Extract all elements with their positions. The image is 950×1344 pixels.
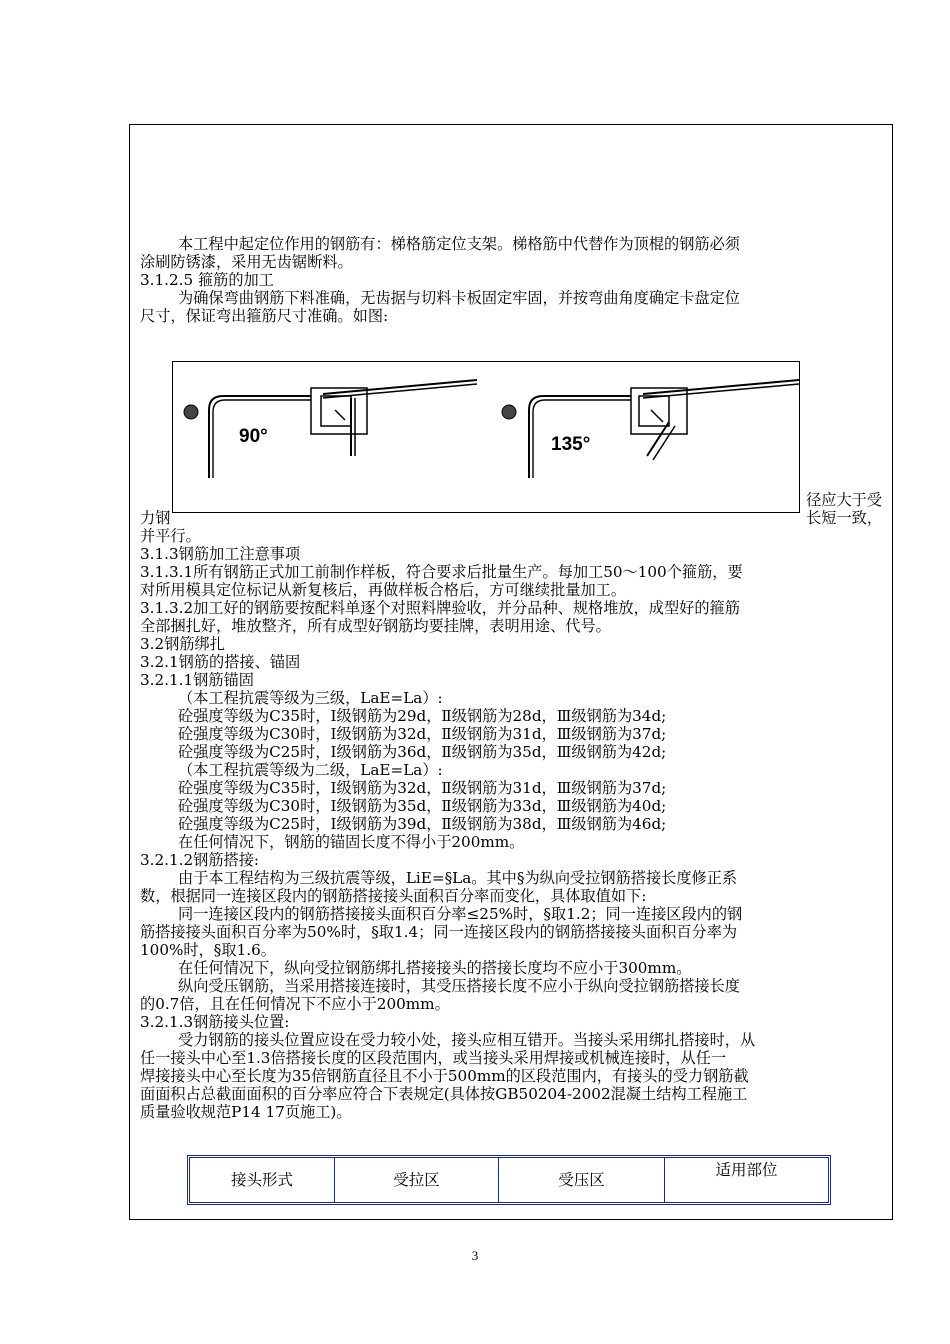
- anchor-line: 砼强度等级为C35时，Ⅰ级钢筋为29d，Ⅱ级钢筋为28d，Ⅲ级钢筋为34d;: [178, 707, 667, 725]
- anchor-line: 砼强度等级为C25时，Ⅰ级钢筋为36d，Ⅱ级钢筋为35d，Ⅲ级钢筋为42d;: [178, 743, 667, 761]
- section-heading: 3.2.1.2钢筋搭接:: [140, 851, 260, 869]
- body-text: [140, 235, 884, 325]
- anchor-line: 砼强度等级为C30时，Ⅰ级钢筋为35d，Ⅱ级钢筋为33d，Ⅲ级钢筋为40d;: [178, 797, 667, 815]
- bend-90-drawing: [184, 380, 477, 478]
- joint-table-header: [187, 1155, 831, 1205]
- table-header-cell: 接头形式: [190, 1158, 335, 1202]
- paragraph-line: 受力钢筋的接头位置应设在受力较小处，接头应相互错开。当接头采用绑扎搭接时，从: [178, 1031, 756, 1049]
- body-text-continued: [140, 527, 884, 1121]
- label-135-degree: 135°: [551, 434, 591, 455]
- paragraph-line: 并平行。: [140, 527, 201, 545]
- paragraph-line: 对所用模具定位标记从新复核后，再做样板合格后，方可继续批量加工。: [140, 581, 626, 599]
- section-heading: 3.2钢筋绑扎: [140, 635, 225, 653]
- anchor-line: 在任何情况下，钢筋的锚固长度不得小于200mm。: [178, 833, 525, 851]
- bend-135-drawing: [502, 380, 799, 478]
- paragraph-line: 3.1.3.1所有钢筋正式加工前制作样板，符合要求后批量生产。每加工50～100个箍筋，要: [140, 563, 743, 581]
- paragraph-line: 纵向受压钢筋，当采用搭接连接时，其受压搭接长度不应小于纵向受拉钢筋搭接长度: [178, 977, 740, 995]
- page-number: 3: [471, 1248, 479, 1263]
- section-heading: 3.2.1.1钢筋锚固: [140, 671, 254, 689]
- paragraph-line: 全部捆扎好，堆放整齐，所有成型好钢筋均要挂牌，表明用途、代号。: [140, 617, 611, 635]
- occluded-fragment: 力钢: [140, 509, 171, 527]
- table-header-cell: 受拉区: [335, 1158, 499, 1202]
- anchor-line: 砼强度等级为C25时，Ⅰ级钢筋为39d，Ⅱ级钢筋为38d，Ⅲ级钢筋为46d;: [178, 815, 667, 833]
- stirrup-bending-figure: [172, 361, 800, 513]
- section-heading: 3.1.3钢筋加工注意事项: [140, 545, 301, 563]
- paragraph-line: 数，根据同一连接区段内的钢筋搭接接头面积百分率而变化，具体取值如下:: [140, 887, 647, 905]
- paragraph-line: 100%时，§取1.6。: [140, 941, 276, 959]
- document-frame: [129, 124, 893, 1220]
- occluded-fragment: 径应大于受: [806, 491, 882, 509]
- paragraph-line: 焊接接头中心至长度为35倍钢筋直径且不小于500mm的区段范围内，有接头的受力钢筋截: [140, 1067, 749, 1085]
- paragraph-line: 本工程中起定位作用的钢筋有：梯格筋定位支架。梯格筋中代替作为顶棍的钢筋必须: [178, 235, 740, 253]
- paragraph-line: 的0.7倍，且在任何情况下不应小于200mm。: [140, 995, 450, 1013]
- anchor-line: 砼强度等级为C35时，Ⅰ级钢筋为32d，Ⅱ级钢筋为31d，Ⅲ级钢筋为37d;: [178, 779, 667, 797]
- paragraph-line: 面面积占总截面面积的百分率应符合下表规定(具体按GB50204-2002混凝土结构工程施工: [140, 1085, 748, 1103]
- paragraph-line: 在任何情况下，纵向受拉钢筋绑扎搭接接头的搭接长度均不应小于300mm。: [178, 959, 692, 977]
- paragraph-line: 筋搭接接头面积百分率为50%时，§取1.4；同一连接区段内的钢筋搭接接头面积百分率为: [140, 923, 738, 941]
- occluded-fragment: 长短一致，: [806, 509, 882, 527]
- paragraph-line: 3.1.3.2加工好的钢筋要按配料单逐个对照料牌验收，并分品种、规格堆放，成型好的箍筋: [140, 599, 740, 617]
- section-heading: 3.1.2.5 箍筋的加工: [140, 271, 274, 289]
- paragraph-line: 为确保弯曲钢筋下料准确，无齿据与切料卡板固定牢固，并按弯曲角度确定卡盘定位: [178, 289, 740, 307]
- section-heading: 3.2.1钢筋的搭接、锚固: [140, 653, 301, 671]
- anchor-line: （本工程抗震等级为三级，LaE=La）:: [178, 689, 443, 707]
- anchor-line: 砼强度等级为C30时，Ⅰ级钢筋为32d，Ⅱ级钢筋为31d，Ⅲ级钢筋为37d;: [178, 725, 667, 743]
- paragraph-line: 由于本工程结构为三级抗震等级，LiE=§La。其中§为纵向受拉钢筋搭接长度修正系: [178, 869, 738, 887]
- table-header-cell: 受压区: [499, 1158, 665, 1202]
- paragraph-line: 同一连接区段内的钢筋搭接接头面积百分率≤25%时，§取1.2；同一连接区段内的钢: [178, 905, 743, 923]
- paragraph-line: 质量验收规范P14 17页施工)。: [140, 1103, 352, 1121]
- paragraph-line: 尺寸，保证弯出箍筋尺寸准确。如图:: [140, 307, 389, 325]
- section-heading: 3.2.1.3钢筋接头位置:: [140, 1013, 290, 1031]
- paragraph-line: 涂刷防锈漆，采用无齿锯断料。: [140, 253, 353, 271]
- label-90-degree: 90°: [239, 426, 268, 447]
- paragraph-line: 任一接头中心至1.3倍搭接长度的区段范围内，或当接头采用焊接或机械连接时，从任一: [140, 1049, 727, 1067]
- anchor-line: （本工程抗震等级为二级，LaE=La）:: [178, 761, 443, 779]
- table-header-cell: 适用部位: [715, 1161, 778, 1179]
